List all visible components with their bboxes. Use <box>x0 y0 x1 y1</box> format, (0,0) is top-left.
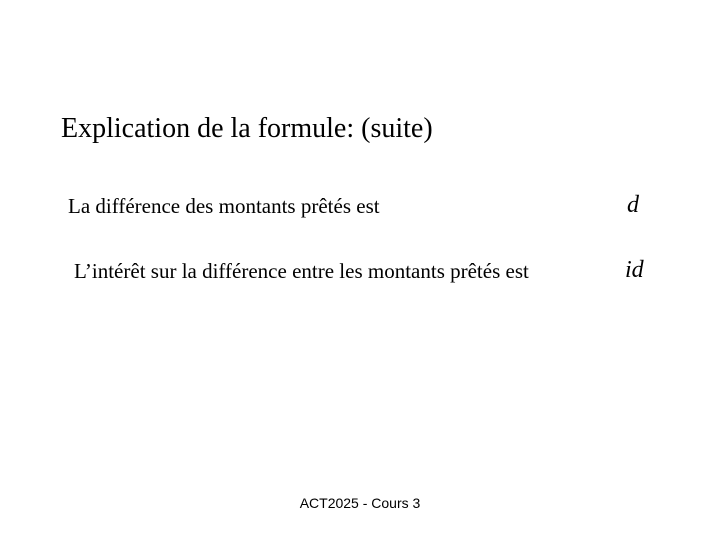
difference-statement: La différence des montants prêtés est <box>68 194 380 218</box>
difference-symbol: d <box>627 192 639 218</box>
interest-expression: id <box>625 257 644 283</box>
interest-statement: L’intérêt sur la différence entre les montants prêtés est <box>74 259 529 283</box>
slide-title: Explication de la formule: (suite) <box>61 113 433 144</box>
slide-footer: ACT2025 - Cours 3 <box>299 495 421 511</box>
